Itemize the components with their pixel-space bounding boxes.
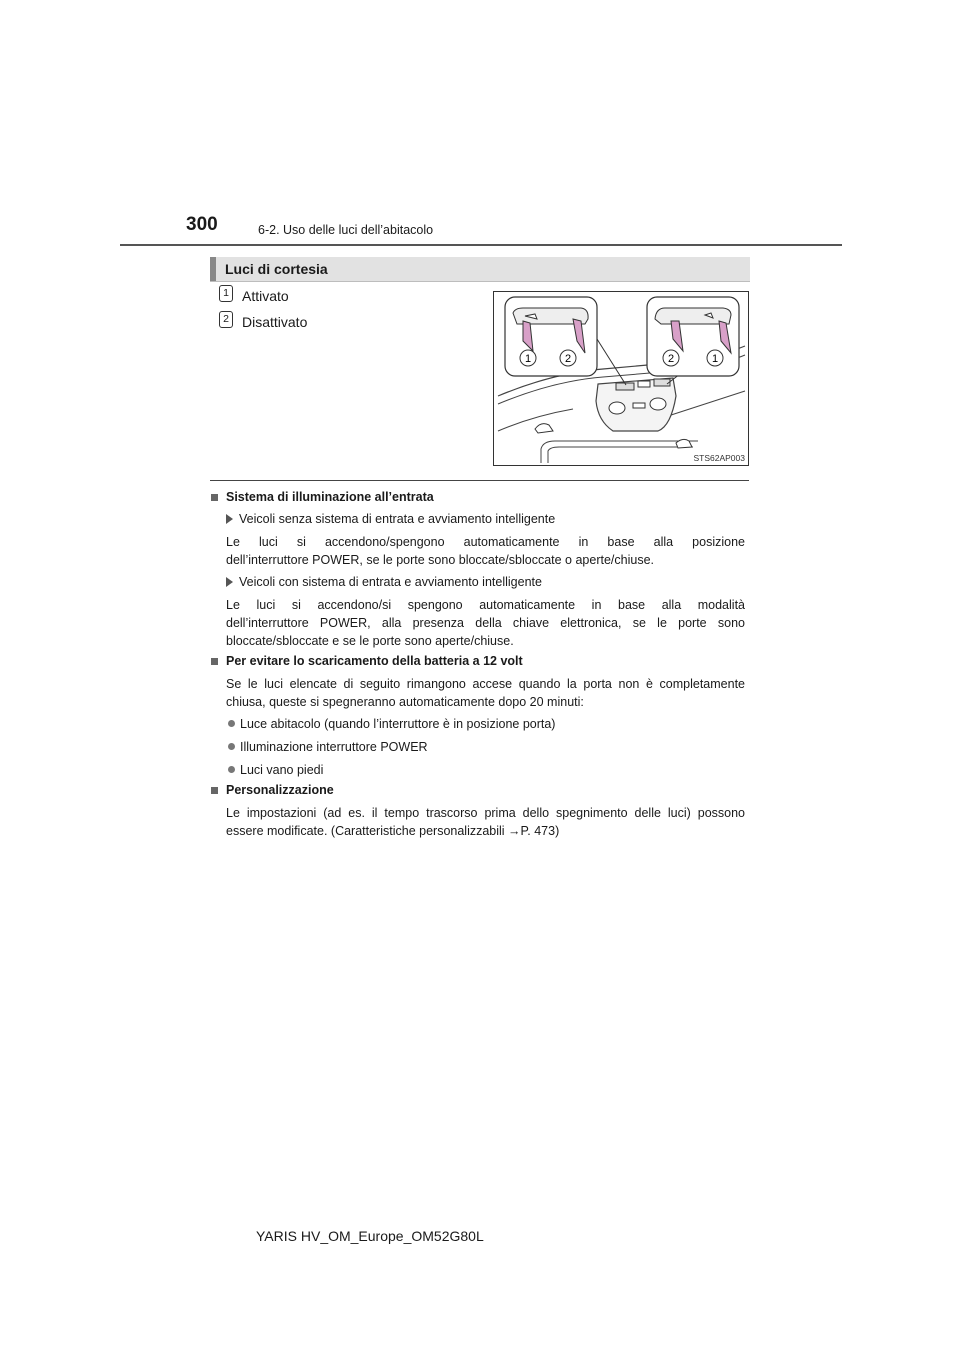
right-callout-2: 2 bbox=[667, 353, 675, 365]
triangle-bullet-icon bbox=[226, 577, 233, 587]
battery-bullet-2: Illuminazione interruttore POWER bbox=[240, 740, 428, 754]
entry-para1-line1: Le luci si accendono/spengono automaticamente in base alla posizione bbox=[226, 535, 745, 549]
section-title: Luci di cortesia bbox=[225, 261, 328, 277]
figure-divider bbox=[210, 480, 749, 481]
title-accent bbox=[210, 257, 216, 281]
item-number-1: 1 bbox=[219, 285, 233, 302]
heading-square-icon bbox=[211, 787, 218, 794]
document-footer: YARIS HV_OM_Europe_OM52G80L bbox=[256, 1228, 484, 1244]
illustration-svg bbox=[493, 291, 749, 466]
entry-para2-line1: Le luci si accendono/si spengono automaticamente in base alla modalità bbox=[226, 598, 745, 612]
customization-heading: Personalizzazione bbox=[226, 783, 334, 797]
bullet-dot-icon bbox=[228, 766, 235, 773]
battery-para-line2: chiusa, queste si spegneranno automaticamente dopo 20 minuti: bbox=[226, 695, 584, 709]
battery-bullet-3: Luci vano piedi bbox=[240, 763, 324, 777]
bullet-dot-icon bbox=[228, 720, 235, 727]
battery-bullet-1: Luce abitacolo (quando l’interruttore è in posizione porta) bbox=[240, 717, 556, 731]
battery-heading: Per evitare lo scaricamento della batteria a 12 volt bbox=[226, 654, 523, 668]
bullet-dot-icon bbox=[228, 743, 235, 750]
heading-square-icon bbox=[211, 494, 218, 501]
battery-para-line1: Se le luci elencate di seguito rimangono accese quando la porta non è completamente bbox=[226, 677, 745, 691]
heading-square-icon bbox=[211, 658, 218, 665]
right-callout-1: 1 bbox=[711, 353, 719, 365]
customization-para-line2: essere modificate. (Caratteristiche personalizzabili →P. 473) bbox=[226, 824, 560, 838]
entry-condition-2: Veicoli con sistema di entrata e avviamento intelligente bbox=[239, 575, 542, 589]
entry-condition-1: Veicoli senza sistema di entrata e avviamento intelligente bbox=[239, 512, 556, 526]
left-callout-2: 2 bbox=[564, 353, 572, 365]
entry-para1-line2: dell’interruttore POWER, se le porte sono bloccate/sbloccate o aperte/chiuse. bbox=[226, 553, 654, 567]
page-number: 300 bbox=[186, 214, 218, 235]
entry-para2-line3: bloccate/sbloccate e se le porte sono aperte/chiuse. bbox=[226, 634, 514, 648]
triangle-bullet-icon bbox=[226, 514, 233, 524]
left-callout-1: 1 bbox=[524, 353, 532, 365]
courtesy-light-illustration bbox=[493, 291, 749, 466]
header-divider bbox=[120, 244, 842, 246]
section-title-bar bbox=[210, 257, 750, 282]
entry-para2-line2: dell’interruttore POWER, alla presenza della chiave elettronica, se le porte sono bbox=[226, 616, 745, 630]
entry-illumination-heading: Sistema di illuminazione all’entrata bbox=[226, 490, 434, 504]
item-label-deactivated: Disattivato bbox=[242, 314, 308, 330]
item-label-activated: Attivato bbox=[242, 288, 289, 304]
section-reference: 6-2. Uso delle luci dell’abitacolo bbox=[258, 223, 434, 237]
figure-code: STS62AP003 bbox=[693, 453, 745, 463]
item-number-2: 2 bbox=[219, 311, 233, 328]
customization-para-line1: Le impostazioni (ad es. il tempo trascorso prima dello spegnimento delle luci) possono bbox=[226, 806, 745, 820]
